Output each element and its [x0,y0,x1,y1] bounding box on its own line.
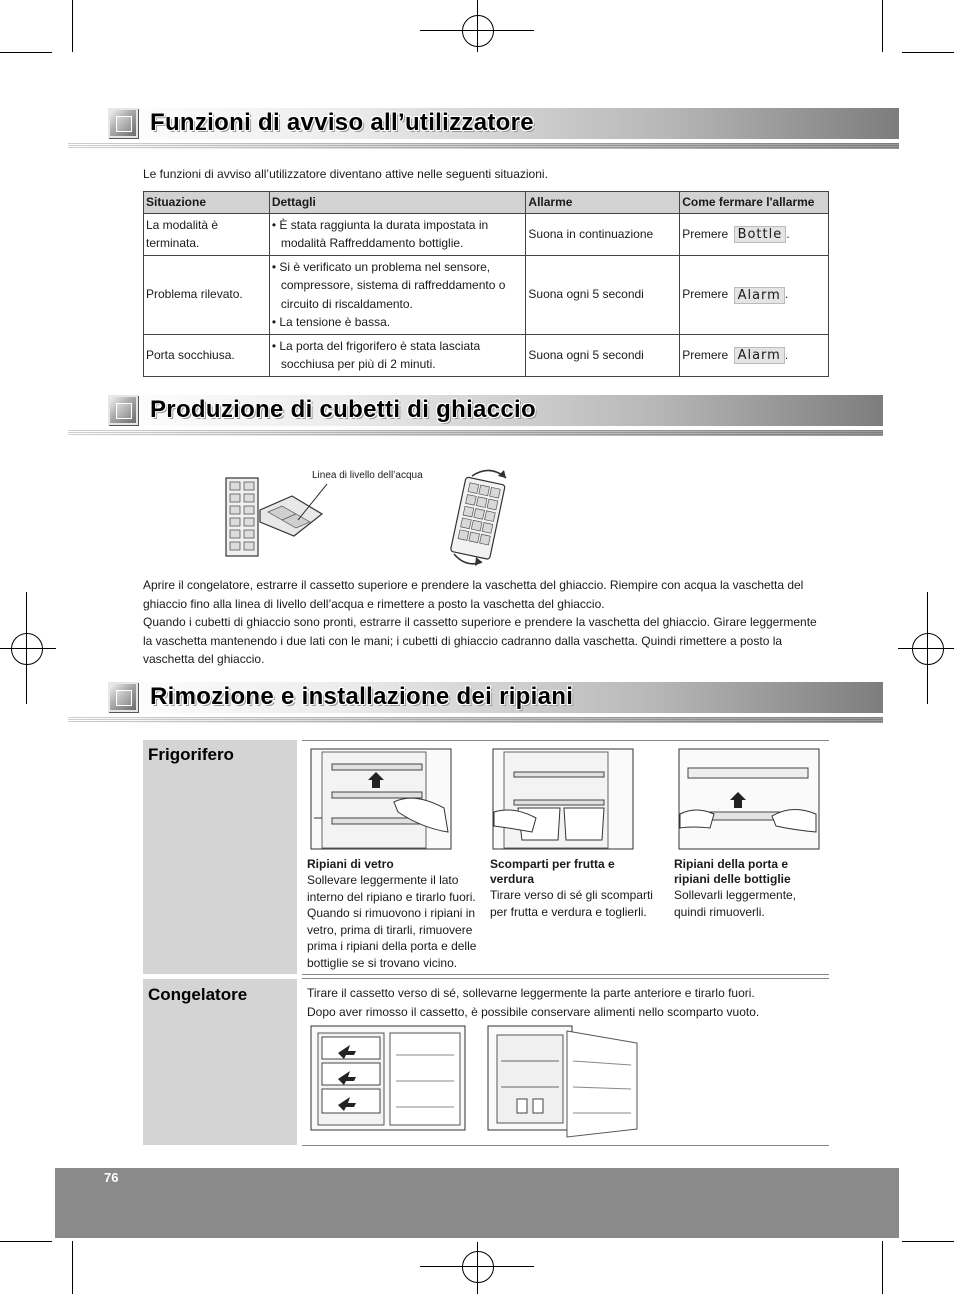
caption-title: Ripiani di vetro [307,857,394,871]
crop-mark [0,1241,52,1242]
ice-paragraph: Quando i cubetti di ghiaccio sono pronti, estrarre il cassetto superiore e prendere la vaschetta del ghiaccio. Girare leggermente la vaschetta mantenendo i due lati con le mani; i cubetti di ghiaccio cadranno dalla vaschetta. Quindi rimettere a posto la vaschetta del ghiaccio. [143,615,817,666]
glass-shelf-caption [307,857,479,971]
crisper-drawer-illustration [492,748,634,850]
detail-item: • È stata raggiunta la durata impostata in modalità Raffreddamento bottiglie. [271,217,489,250]
page-footer [55,1168,899,1238]
water-line-label: Linea di livello dell’acqua [312,470,423,481]
section-banner-shelves [108,682,883,714]
alarm-table [143,191,829,377]
crop-mark [882,0,883,52]
column-header: Dettagli [269,192,526,214]
caption-title: Scomparti per frutta e verdura [490,857,615,886]
section-square-icon [108,395,138,425]
section-banner-ice [108,395,883,427]
column-header: Situazione [144,192,270,214]
cell-stop: Premere Alarm . [680,334,829,376]
freezer-label: Congelatore [148,985,248,1004]
cell-stop: Premere Bottle . [680,213,829,255]
registration-circle [462,1251,494,1283]
crop-mark [72,1241,73,1294]
crop-mark [882,1241,883,1294]
door-shelf-illustration [678,748,820,850]
cell-situation: Porta socchiusa. [144,334,270,376]
freezer-line: Tirare il cassetto verso di sé, sollevarne leggermente la parte anteriore e tirarlo fuori. [307,986,755,1000]
alarm-key-icon: Alarm [734,287,785,304]
door-shelf-caption [674,857,824,920]
divider [302,1145,829,1146]
table-header-row [144,192,829,214]
caption-body: Sollevarli leggermente, quindi rimuoverli. [674,888,797,919]
freezer-drawers-illustration [310,1025,466,1131]
intro-text: Le funzioni di avviso all’utilizzatore diventano attive nelle seguenti situazioni. [143,167,548,181]
table-row [144,213,829,255]
column-header: Come fermare l'allarme [680,192,829,214]
section-square-icon [108,682,138,712]
stop-prefix: Premere [682,287,729,302]
cell-details [269,255,526,334]
cell-alarm: Suona in continuazione [526,213,680,255]
cell-situation: Problema rilevato. [144,255,270,334]
bottle-key-icon: Bottle [734,226,787,243]
cell-alarm: Suona ogni 5 secondi [526,334,680,376]
stop-prefix: Premere [682,226,729,241]
detail-item: • La tensione è bassa. [271,315,391,329]
section-title: Produzione di cubetti di ghiaccio [150,396,536,423]
fridge-label-box [143,740,297,974]
section-title: Funzioni di avviso all’utilizzatore [150,109,534,136]
crop-mark [0,52,52,53]
detail-item: • Si è verificato un problema nel sensore, compressore, sistema di raffreddamento o circuito di riscaldamento. [271,259,506,311]
crop-mark [72,0,73,52]
ice-tray-twist-illustration [442,462,512,572]
glass-shelf-illustration [310,748,452,850]
section-banner-alarms [108,108,899,140]
ice-paragraph: Aprire il congelatore, estrarre il cassetto superiore e prendere la vaschetta del ghiaccio. Riempire con acqua la vaschetta del ghiaccio fino alla linea di livello dell’acqua e rimettere a posto la vaschetta del ghiaccio. [143,578,804,611]
detail-item: • La porta del frigorifero è stata lasciata socchiusa per più di 2 minuti. [271,338,481,371]
caption-body: Sollevare leggermente il lato interno del ripiano e tirarlo fuori. Quando si rimuovono i ripiani in vetro, prima di tirarli, rimuovere prima i ripiani della porta e delle bottiglie se si trovano vicino. [307,873,477,970]
caption-title: Ripiani della porta e ripiani delle bottiglie [674,857,791,886]
divider [302,740,829,741]
alarm-key-icon: Alarm [734,347,785,364]
ice-instructions [143,576,829,669]
freezer-instructions [307,984,827,1021]
divider [302,978,829,979]
registration-circle [912,633,944,665]
cell-alarm: Suona ogni 5 secondi [526,255,680,334]
page-number: 76 [104,1170,119,1185]
cell-stop: Premere Alarm . [680,255,829,334]
stop-prefix: Premere [682,347,729,362]
table-row [144,255,829,334]
cell-details [269,334,526,376]
registration-circle [462,15,494,47]
cell-details [269,213,526,255]
crop-mark [902,52,954,53]
crisper-caption [490,857,660,920]
registration-circle [11,633,43,665]
table-row [144,334,829,376]
crop-mark [902,1241,954,1242]
freezer-open-illustration [487,1025,639,1139]
caption-body: Tirare verso di sé gli scomparti per frutta e verdura e toglierli. [490,888,653,919]
column-header: Allarme [526,192,680,214]
ice-tray-fill-illustration [222,470,332,560]
divider [302,974,829,975]
fridge-label: Frigorifero [148,745,234,764]
section-square-icon [108,108,138,138]
freezer-line: Dopo aver rimosso il cassetto, è possibile conservare alimenti nello scomparto vuoto. [307,1004,760,1019]
section-title: Rimozione e installazione dei ripiani [150,683,574,710]
cell-situation: La modalità è terminata. [144,213,270,255]
